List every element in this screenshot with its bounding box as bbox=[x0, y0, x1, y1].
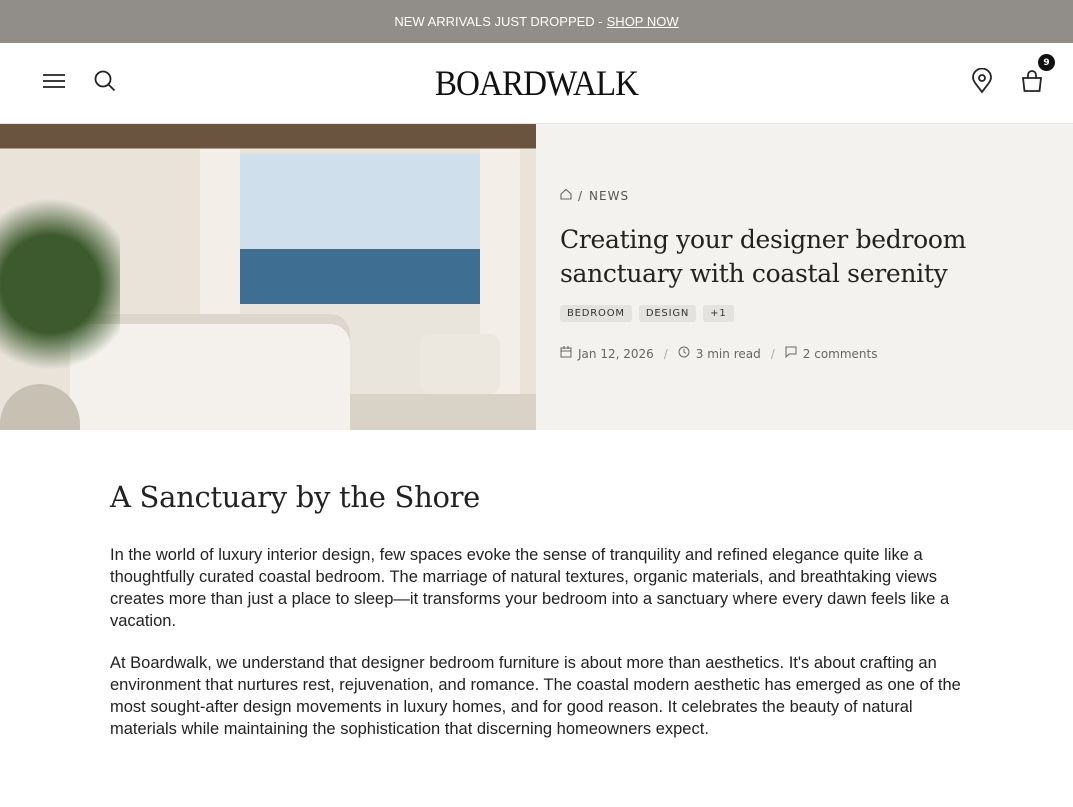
clock-icon bbox=[678, 346, 690, 361]
comments-link[interactable]: 2 comments bbox=[802, 346, 878, 361]
tag-more[interactable]: +1 bbox=[703, 305, 733, 322]
cart-count-badge: 9 bbox=[1038, 54, 1055, 71]
tag-bedroom[interactable]: BEDROOM bbox=[560, 305, 632, 322]
comment-icon bbox=[785, 346, 797, 361]
read-time: 3 min read bbox=[695, 346, 761, 361]
site-header bbox=[0, 43, 1073, 124]
search-icon[interactable] bbox=[94, 70, 116, 96]
article-body bbox=[0, 430, 1073, 740]
tag-design[interactable]: DESIGN bbox=[639, 305, 696, 322]
paragraph: In the world of luxury interior design, few spaces evoke the sense of tranquility and refined elegance quite like a thoughtfully curated coastal bedroom. The marriage of natural textures, organic materials, and breathtaking views creates more than just a place to sleep—it transforms your bedroom into a sanctuary where every dawn feels like a vacation. bbox=[110, 546, 950, 630]
home-icon[interactable] bbox=[560, 188, 572, 203]
shop-now-link[interactable]: SHOP NOW bbox=[606, 14, 679, 29]
cart-button[interactable] bbox=[1021, 57, 1050, 96]
article-hero bbox=[0, 124, 1073, 430]
breadcrumb: / NEWS bbox=[560, 188, 1049, 203]
article-meta: Jan 12, 2026 / 3 min read / 2 comments bbox=[560, 346, 1049, 361]
menu-icon[interactable] bbox=[42, 73, 66, 93]
page-title: Creating your designer bedroom sanctuary with coastal serenity bbox=[560, 225, 967, 288]
location-icon[interactable] bbox=[971, 68, 993, 98]
announcement-banner bbox=[0, 0, 1073, 43]
paragraph: At Boardwalk, we understand that designer bedroom furniture is about more than aesthetics. It's about crafting an environment that nurtures rest, rejuvenation, and romance. The coastal modern aesthetic has emerged as one of the most sought-after design movements in luxury homes, and for good reason. It celebrates the beauty of natural materials while maintaining the sophistication that discerning homeowners expect. bbox=[110, 654, 961, 738]
breadcrumb-news[interactable]: NEWS bbox=[589, 188, 630, 203]
publish-date: Jan 12, 2026 bbox=[578, 346, 654, 361]
section-heading: A Sanctuary by the Shore bbox=[110, 480, 481, 514]
calendar-icon bbox=[560, 346, 572, 361]
banner-text: NEW ARRIVALS JUST DROPPED - bbox=[394, 14, 603, 29]
hero-image bbox=[0, 124, 536, 430]
logo[interactable]: BOARDWALK bbox=[434, 63, 639, 103]
